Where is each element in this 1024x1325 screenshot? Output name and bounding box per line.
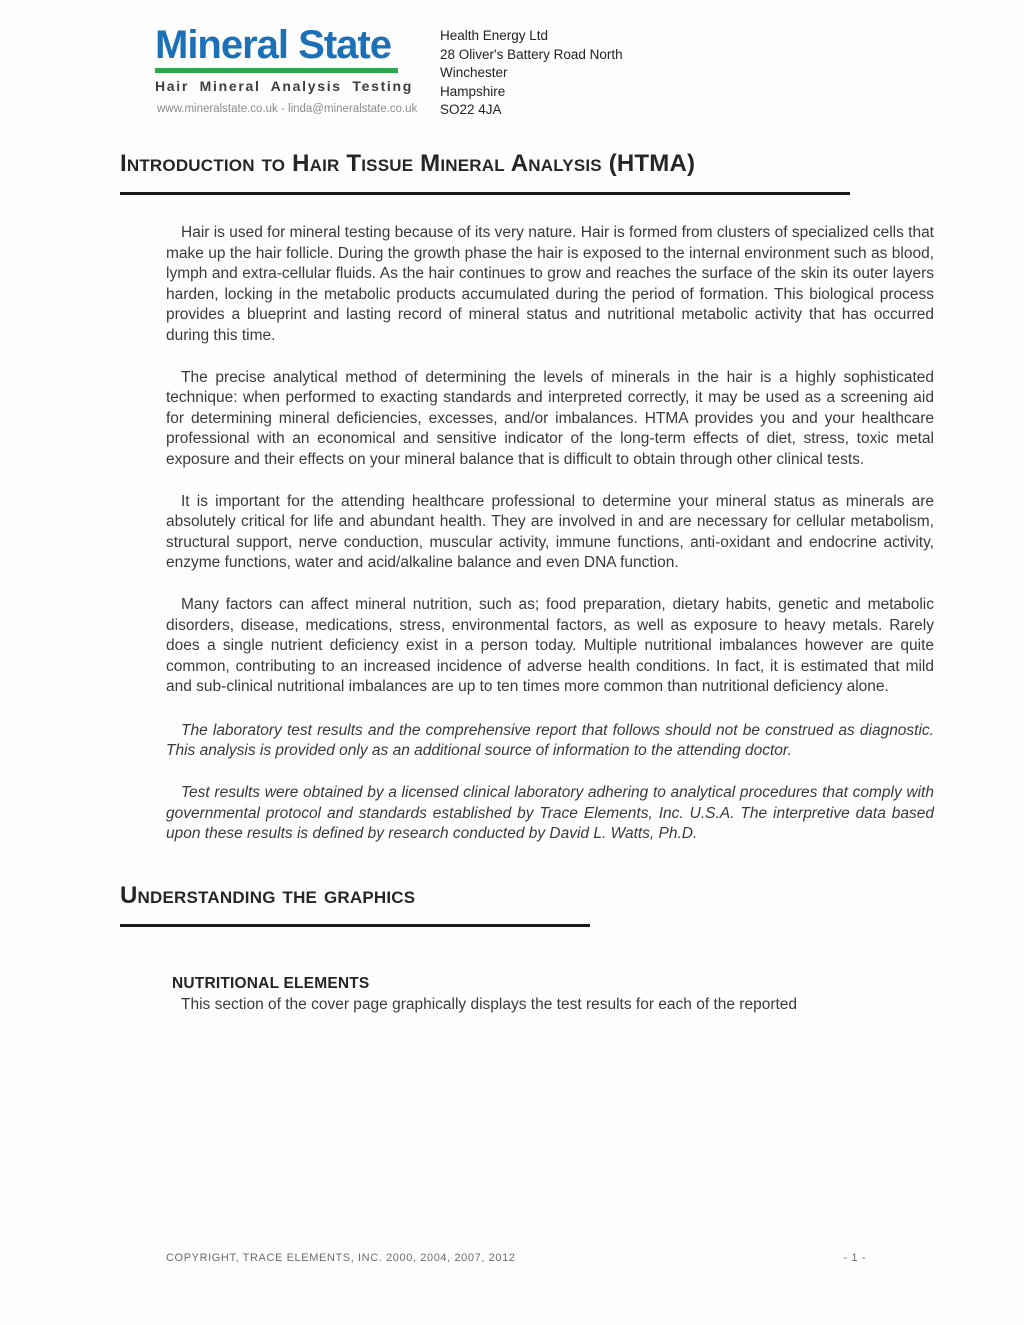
recipient-address [440,27,623,120]
address-line: SO22 4JA [440,102,502,118]
address-line: Hampshire [440,83,506,99]
nutritional-elements-heading: NUTRITIONAL ELEMENTS [172,974,370,992]
disclaimer-paragraph: The laboratory test results and the comprehensive report that follows should not be construed as diagnostic. This analysis is provided only as an additional source of information to the attending doctor. [166,721,934,760]
graphics-title-rule [120,924,590,927]
intro-paragraph: Hair is used for mineral testing because of its very nature. Hair is formed from clusters of specialized cells that make up the hair follicle. During the growth phase the hair is exposed to the internal environment such as blood, lymph and extra-cellular fluids. As the hair continues to grow and reaches the surface of the skin its outer layers harden, locking in the metabolic products accumulated during the period of formation. This biological process provides a blueprint and lasting record of mineral status and nutritional metabolic activity that has occurred during this time. [166,224,934,344]
logo-tagline: Hair Mineral Analysis Testing [155,78,414,94]
graphics-section-title: Understanding the graphics [120,881,416,909]
page-footer [166,1252,866,1264]
address-line: Winchester [440,65,508,81]
document-body [120,150,934,1015]
nutritional-elements-paragraph: This section of the cover page graphically displays the test results for each of the reported [181,995,798,1013]
page-number: - 1 - [843,1252,866,1264]
intro-section-title: Introduction to Hair Tissue Mineral Analysis (HTMA) [120,150,696,177]
logo-contact-line: www.mineralstate.co.uk - linda@mineralstate.co.uk [157,103,418,115]
intro-paragraph: The precise analytical method of determining the levels of minerals in the hair is a highly sophisticated technique: when performed to exacting standards and interpreted correctly, it may be used as a screening aid for determining mineral deficiencies, excesses, and/or imbalances. HTMA provides you and your healthcare professional with an economical and sensitive indicator of the long-term effects of diet, stress, toxic metal exposure and their effects on your mineral balance that is difficult to obtain through other clinical tests. [166,368,934,468]
intro-paragraph: Many factors can affect mineral nutrition, such as; food preparation, dietary habits, genetic and metabolic disorders, disease, medications, stress, environmental factors, as well as exposure to heavy metals. Rarely does a single nutrient deficiency exist in a person today. Multiple nutritional imbalances however are quite common, contributing to an increased incidence of adverse health conditions. In fact, it is estimated that mild and sub-clinical nutritional imbalances are up to ten times more common than nutritional deficiency alone. [166,595,934,696]
intro-title-rule [120,192,850,195]
intro-paragraph: It is important for the attending healthcare professional to determine your mineral status as minerals are absolutely critical for life and abundant health. They are involved in and are necessary for cellular metabolism, structural support, nerve conduction, muscular activity, immune functions, anti-oxidant and endocrine activity, enzyme functions, water and acid/alkaline balance and even DNA function. [166,492,934,572]
brand-wordmark: Mineral State [155,23,391,67]
address-line: 28 Oliver's Battery Road North [440,46,623,62]
logo-underline-bar [155,68,398,73]
address-line: Health Energy Ltd [440,28,549,43]
lab-credentials-paragraph: Test results were obtained by a licensed clinical laboratory adhering to analytical procedures that comply with governmental protocol and standards established by Trace Elements, Inc. U.S.A. The interpretive data based upon these results is defined by research conducted by David L. Watts, Ph.D. [166,784,934,843]
copyright-text: COPYRIGHT, TRACE ELEMENTS, INC. 2000, 2004, 2007, 2012 [166,1252,516,1264]
mineral-state-logo [155,23,418,115]
